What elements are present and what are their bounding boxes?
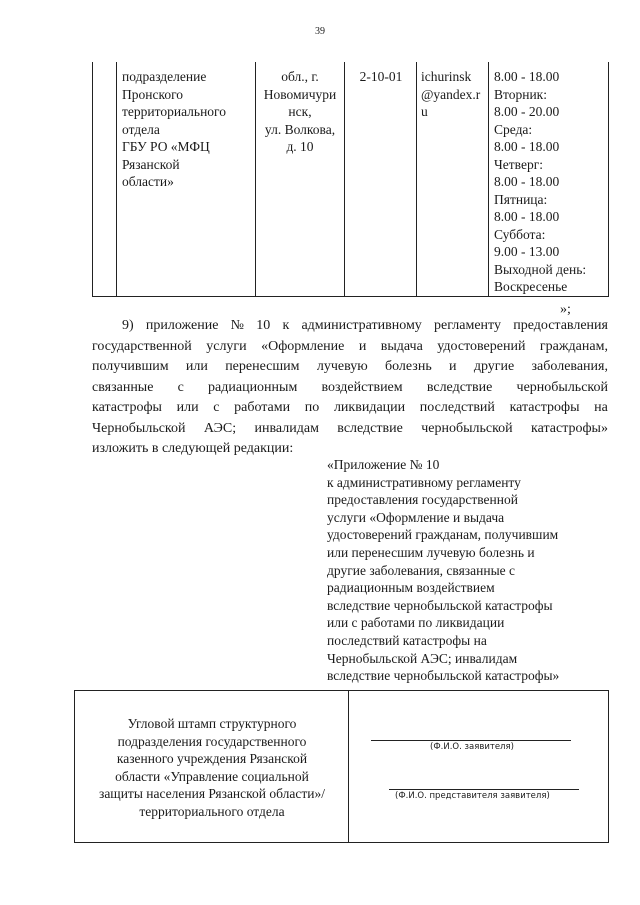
paragraph-word: заболевания,	[531, 359, 608, 374]
appendix-line: удостоверений гражданам, получившим	[327, 527, 559, 543]
paragraph-line	[92, 419, 608, 440]
stamp-line: защиты населения Рязанской области»/	[98, 786, 325, 801]
paragraph-word: связанные	[92, 379, 154, 395]
address-line: обл., г.	[281, 69, 319, 84]
appendix-heading	[327, 456, 617, 685]
stamp-line: подразделения государственного	[117, 733, 307, 749]
paragraph-word: АЭС;	[203, 420, 237, 436]
table-border-right	[608, 62, 609, 297]
address-cell	[257, 68, 343, 156]
paragraph-word: вследствие	[426, 379, 493, 395]
appendix-line: к административному регламенту	[327, 474, 521, 490]
phone-cell	[346, 68, 416, 86]
appendix-line: радиационным воздействием	[327, 580, 495, 596]
address-line: ул. Волкова,	[264, 121, 336, 137]
page-number: 39	[315, 26, 325, 37]
appendix-line: другие заболевания, связанные с	[327, 562, 516, 578]
paragraph-word: радиационным	[208, 379, 298, 395]
paragraph-word: чернобыльской	[421, 420, 513, 436]
stamp-line: казенного учреждения Рязанской	[116, 751, 308, 766]
office-name-line: Рязанской	[122, 156, 180, 172]
schedule-line: Четверг:	[494, 156, 543, 172]
schedule-line: Выходной день:	[494, 261, 587, 277]
stamp-line: территориального отдела	[139, 803, 285, 819]
paragraph-word: услуги	[206, 338, 247, 354]
schedule-line: 8.00 - 18.00	[494, 139, 560, 154]
appendix-line: «Приложение № 10	[327, 457, 440, 472]
schedule-cell	[494, 68, 606, 296]
table-column-divider	[116, 62, 117, 297]
appendix-line: услуги «Оформление и выдача	[327, 509, 505, 525]
table-column-divider	[416, 62, 417, 297]
office-name-line: Пронского	[122, 86, 184, 102]
email-line: u	[421, 104, 428, 119]
address-line: нск,	[288, 104, 312, 119]
representative-name-field[interactable]	[389, 789, 579, 790]
address-line: Новомичури	[263, 86, 337, 102]
paragraph-word: воздействием	[321, 379, 403, 395]
phone-number: 2-10-01	[359, 69, 403, 84]
schedule-line: Воскресенье	[494, 279, 568, 294]
paragraph-word: с	[177, 379, 184, 395]
paragraph-word: работами	[234, 400, 291, 415]
office-name-line: области»	[122, 174, 174, 189]
schedule-line: Пятница:	[494, 191, 548, 207]
paragraph-word: перенесшим	[225, 359, 300, 374]
appendix-line: предоставления государственной	[327, 492, 518, 508]
table-column-divider	[348, 691, 349, 842]
office-name-cell	[122, 68, 252, 191]
paragraph-word: «Оформление	[261, 338, 345, 354]
schedule-line: Суббота:	[494, 226, 546, 242]
paragraph-word: 10	[256, 318, 271, 333]
representative-name-caption: (Ф.И.О. представителя заявителя)	[395, 791, 550, 801]
paragraph-word: болезнь	[384, 359, 432, 374]
office-name-line: отдела	[122, 121, 160, 137]
applicant-name-field[interactable]	[371, 740, 571, 741]
paragraph-word: предоставления	[513, 318, 608, 333]
paragraph-word: на	[594, 400, 608, 415]
stamp-line: области «Управление социальной	[115, 768, 309, 784]
office-info-table	[92, 62, 609, 297]
paragraph-line	[92, 337, 608, 358]
paragraph-word: выдача	[380, 338, 423, 354]
applicant-name-caption: (Ф.И.О. заявителя)	[430, 742, 514, 752]
paragraph-word: чернобыльской	[516, 379, 608, 395]
paragraph-word: гражданам,	[539, 338, 608, 354]
paragraph-word: удостоверений	[437, 338, 526, 354]
table-column-divider	[488, 62, 489, 297]
office-name-line: подразделение	[122, 69, 207, 84]
table-closing-quote: »;	[560, 302, 571, 317]
appendix-line: вследствие чернобыльской катастрофы	[327, 597, 553, 613]
paragraph-word: №	[230, 318, 244, 333]
appendix-line: или перенесшим лучевую болезнь и	[327, 544, 535, 560]
corner-stamp-text	[83, 715, 341, 820]
paragraph-word: административному	[301, 318, 422, 333]
stamp-line: Угловой штамп структурного	[127, 716, 297, 731]
schedule-line: 8.00 - 18.00	[494, 69, 560, 84]
paragraph-word: и	[358, 338, 367, 354]
paragraph-word: 9)	[122, 318, 134, 333]
email-line: ichurinsk	[421, 69, 472, 84]
paragraph-word: изложить в следующей редакции:	[92, 441, 294, 456]
paragraph-line	[92, 378, 608, 399]
appendix-line: последствий катастрофы на	[327, 632, 487, 648]
paragraph-line	[92, 357, 608, 378]
appendix-line: вследствие чернобыльской катастрофы»	[327, 668, 560, 684]
table-column-divider	[344, 62, 345, 297]
paragraph-word: вследствие	[337, 420, 403, 436]
paragraph-word: к	[282, 318, 290, 333]
paragraph-line	[92, 398, 608, 419]
paragraph-word: и	[449, 359, 457, 374]
paragraph-word: инвалидам	[254, 420, 319, 436]
paragraph-word: регламенту	[434, 318, 501, 333]
stamp-applicant-table	[74, 690, 609, 843]
office-name-line: ГБУ РО «МФЦ	[122, 139, 210, 154]
paragraph-word: катастрофы	[92, 400, 162, 415]
paragraph-word: с	[213, 400, 220, 415]
email-cell	[421, 68, 487, 121]
paragraph-word: катастрофы	[509, 400, 580, 415]
office-name-line: территориального	[122, 104, 226, 119]
paragraph-word: катастрофы»	[531, 420, 608, 436]
paragraph-word: приложение	[145, 318, 219, 333]
paragraph-word: по	[304, 400, 320, 415]
table-column-divider	[255, 62, 256, 297]
paragraph-word: последствий	[419, 400, 495, 415]
paragraph-line	[92, 316, 608, 337]
amendment-paragraph	[92, 316, 608, 460]
table-border-left	[92, 62, 93, 297]
paragraph-word: государственной	[92, 338, 192, 354]
table-border-bottom	[92, 296, 609, 297]
address-line: д. 10	[286, 139, 314, 154]
schedule-line: 9.00 - 13.00	[494, 244, 560, 259]
appendix-line: Чернобыльской АЭС; инвалидам	[327, 650, 518, 666]
paragraph-word: Чернобыльской	[92, 420, 186, 436]
paragraph-word: или	[185, 359, 208, 374]
schedule-line: Вторник:	[494, 86, 547, 102]
paragraph-word: другие	[473, 359, 515, 374]
appendix-line: или с работами по ликвидации	[327, 615, 505, 631]
schedule-line: 8.00 - 18.00	[494, 174, 560, 189]
paragraph-word: или	[176, 400, 199, 415]
paragraph-word: получившим	[92, 359, 169, 374]
paragraph-word: ликвидации	[333, 400, 406, 415]
paragraph-word: лучевую	[316, 359, 368, 374]
schedule-line: Среда:	[494, 121, 533, 137]
email-line: @yandex.r	[421, 86, 481, 102]
schedule-line: 8.00 - 18.00	[494, 209, 560, 224]
schedule-line: 8.00 - 20.00	[494, 104, 560, 119]
